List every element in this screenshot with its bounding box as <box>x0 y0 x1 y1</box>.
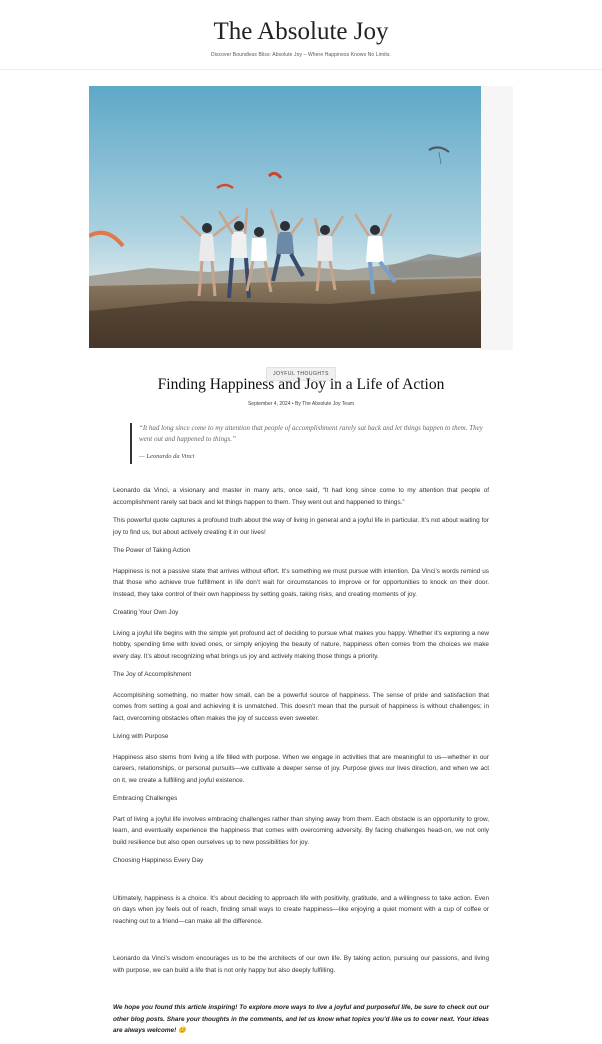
section-heading: Living with Purpose <box>113 733 169 740</box>
post-title: Finding Happiness and Joy in a Life of Action <box>157 376 445 393</box>
site-header <box>0 0 602 70</box>
people-jumping-photo-icon <box>89 86 481 348</box>
closing-note: We hope you found this article inspiring! To explore more ways to live a joyful and purposeful life, be sure to check out our other blog posts. Share your thoughts in the comments, and let us know what topics you’d like us to cover next. Your ideas are always welcome! 😊 <box>113 1004 489 1034</box>
paragraph: Happiness also stems from living a life filled with purpose. When we engage in activities that are meaningful to us—whether in our careers, relationships, or personal pursuits—we cultivate a deeper sense of joy. Purpose gives our lives direction, and when we act on it, we create a fulfilling and joyful existence. <box>113 753 489 784</box>
blockquote <box>130 423 489 464</box>
category-tag[interactable]: JOYFUL THOUGHTS <box>266 367 336 381</box>
post-body <box>113 485 489 1044</box>
site-title[interactable]: The Absolute Joy <box>213 18 389 45</box>
paragraph: Part of living a joyful life involves embracing challenges rather than shying away from them. Each obstacle is an opportunity to grow, learn, and eventually experience the happiness that comes with overcoming adversity. By facing challenges head-on, we not only build resilience but also open ourselves up to new possibilities for joy. <box>113 815 489 846</box>
quote-text: “It had long since come to my attention that people of accomplishment rarely sat back and let things happen to them. They went out and happened to things.” <box>139 424 483 443</box>
image-side-panel <box>481 86 513 350</box>
paragraph: This powerful quote captures a profound truth about the way of living in general and a joyful life in particular. It’s not about waiting for joy to find us, but about actively creating it in our lives! <box>113 517 489 536</box>
featured-image <box>89 86 481 348</box>
site-tagline: Discover Boundless Bliss: Absolute Joy – Where Happiness Knows No Limits. <box>211 52 391 58</box>
section-heading: Embracing Challenges <box>113 795 178 802</box>
paragraph: Living a joyful life begins with the simple yet profound act of deciding to pursue what makes you happy. Whether it’s exploring a new hobby, spending time with loved ones, or simply enjoying the beauty of nature, happiness often comes from the choices we make every day. It’s about recognizing what brings us joy and actively making those things a priority. <box>113 629 489 660</box>
quote-citation: — Leonardo da Vinci <box>139 453 195 460</box>
paragraph: Accomplishing something, no matter how small, can be a powerful source of happiness. The sense of pride and satisfaction that comes from setting a goal and achieving it is unmatched. This doesn’t mean that the pursuit of happiness is without challenges; in fact, overcoming obstacles often makes the joy of success even sweeter. <box>113 691 489 722</box>
paragraph: Happiness is not a passive state that arrives without effort. It’s something we must pursue with intention. Da Vinci’s words remind us that those who achieve true fulfillment in life don’t wait for circumstances to improve or for opportunities to knock on their door. Instead, they take control of their own happiness by setting goals, taking risks, and creating moments of joy. <box>113 567 489 598</box>
paragraph: Leonardo da Vinci’s wisdom encourages us to be the architects of our own life. By taking action, pursuing our passions, and living with purpose, we can build a life that is not only happy but also deeply fulfilling. <box>113 955 489 974</box>
section-heading: Choosing Happiness Every Day <box>113 857 204 864</box>
section-heading: The Power of Taking Action <box>113 547 191 554</box>
section-heading: The Joy of Accomplishment <box>113 671 192 678</box>
section-heading: Creating Your Own Joy <box>113 609 179 616</box>
paragraph: Ultimately, happiness is a choice. It’s about deciding to approach life with positivity, gratitude, and a willingness to take action. Even on days when joy feels out of reach, finding small ways to create happiness—like enjoying a quiet moment with a cup of coffee or reaching out to a friend—can make all the difference. <box>113 894 489 925</box>
post-meta: September 4, 2024 • By The Absolute Joy Team <box>247 401 355 407</box>
featured-image-area <box>89 86 513 350</box>
paragraph: Leonardo da Vinci, a visionary and master in many arts, once said, “It had long since come to my attention that people of accomplishment rarely sat back and let things happen to them. They went out and happened to things.” <box>113 487 489 506</box>
